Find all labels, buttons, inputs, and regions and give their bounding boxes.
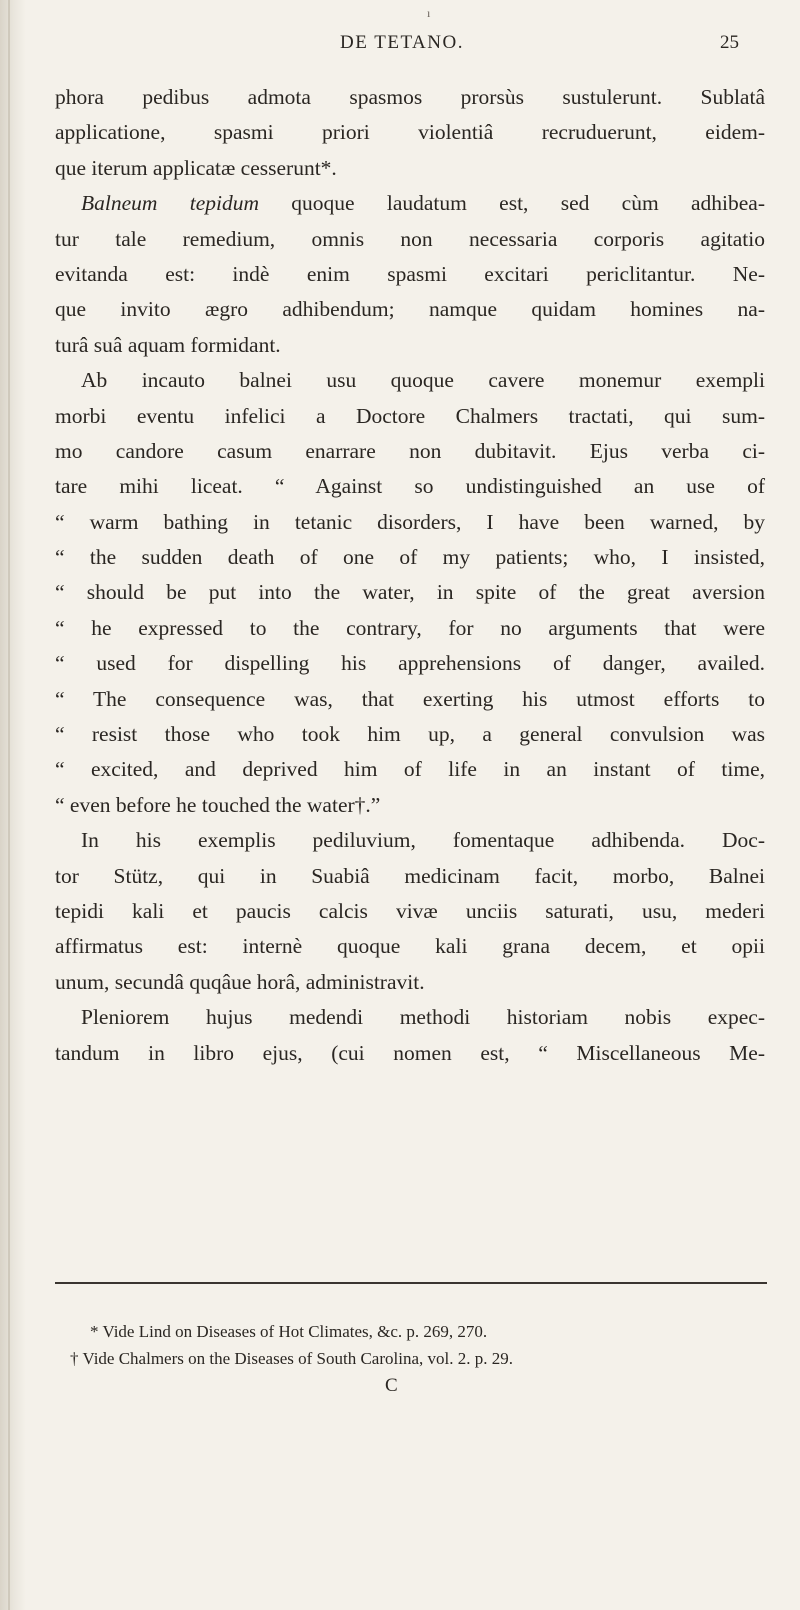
text-line: In his exemplis pediluvium, fomentaque adhibenda. Doc- (81, 828, 765, 853)
text-line: tor Stütz, qui in Suabiâ medicinam facit, morbo, Balnei (55, 863, 765, 888)
text-line: que iterum applicatæ cesserunt*. (55, 155, 337, 180)
footnote-item: † Vide Chalmers on the Diseases of South Carolina, vol. 2. p. 29. (70, 1349, 513, 1368)
text-line: “ the sudden death of one of my patients; who, I insisted, (55, 545, 765, 570)
page-number: 25 (720, 32, 739, 53)
text-line: “ should be put into the water, in spite of the great aversion (55, 580, 765, 605)
stray-mark: ı (427, 6, 431, 20)
footnote-rule (55, 1282, 767, 1284)
text-line: mo candore casum enarrare non dubitavit. Ejus verba ci- (55, 438, 765, 463)
text-line: tepidi kali et paucis calcis vivæ unciis saturati, usu, mederi (55, 898, 765, 923)
binding-edge (8, 0, 10, 1610)
text-line: Pleniorem hujus medendi methodi historiam nobis expec- (81, 1005, 765, 1030)
text-line: tur tale remedium, omnis non necessaria corporis agitatio (55, 226, 765, 251)
text-line: evitanda est: indè enim spasmi excitari periclitantur. Ne- (55, 261, 765, 286)
text-line: “ even before he touched the water†.” (55, 792, 381, 817)
text-line: “ excited, and deprived him of life in an instant of time, (55, 757, 765, 782)
text-fragment: quoque laudatum est, sed cùm adhibea- (258, 191, 765, 216)
text-line: “ warm bathing in tetanic disorders, I have been warned, by (55, 509, 765, 534)
text-line: morbi eventu infelici a Doctore Chalmers tractati, qui sum- (55, 403, 765, 428)
signature-mark: C (385, 1375, 398, 1396)
footnotes (70, 1318, 760, 1400)
italic-phrase: Balneum tepidum (81, 191, 259, 216)
text-line: applicatione, spasmi priori violentiâ recruduerunt, eidem- (55, 120, 765, 145)
text-line: affirmatus est: internè quoque kali grana decem, et opii (55, 934, 765, 959)
running-title: DE TETANO. (340, 32, 464, 53)
binding-gutter (0, 0, 26, 1610)
text-line: unum, secundâ quqâue horâ, administravit. (55, 969, 425, 994)
body-text (55, 80, 765, 1071)
text-line: “ resist those who took him up, a general convulsion was (55, 722, 765, 747)
text-line: “ The consequence was, that exerting his utmost efforts to (55, 686, 765, 711)
text-line (55, 186, 765, 221)
text-line: tare mihi liceat. “ Against so undistinguished an use of (55, 474, 765, 499)
text-line: turâ suâ aquam formidant. (55, 332, 281, 357)
text-line: tandum in libro ejus, (cui nomen est, “ Miscellaneous Me- (55, 1040, 765, 1065)
text-line: Ab incauto balnei usu quoque cavere monemur exempli (81, 368, 765, 393)
text-line: que invito ægro adhibendum; namque quidam homines na- (55, 297, 765, 322)
page-header (0, 20, 800, 60)
footnote-item: * Vide Lind on Diseases of Hot Climates, &c. p. 269, 270. (90, 1322, 488, 1341)
text-line: phora pedibus admota spasmos prorsùs sustulerunt. Sublatâ (55, 85, 765, 109)
text-line: “ used for dispelling his apprehensions of danger, availed. (55, 651, 765, 676)
text-line: “ he expressed to the contrary, for no arguments that were (55, 615, 765, 640)
